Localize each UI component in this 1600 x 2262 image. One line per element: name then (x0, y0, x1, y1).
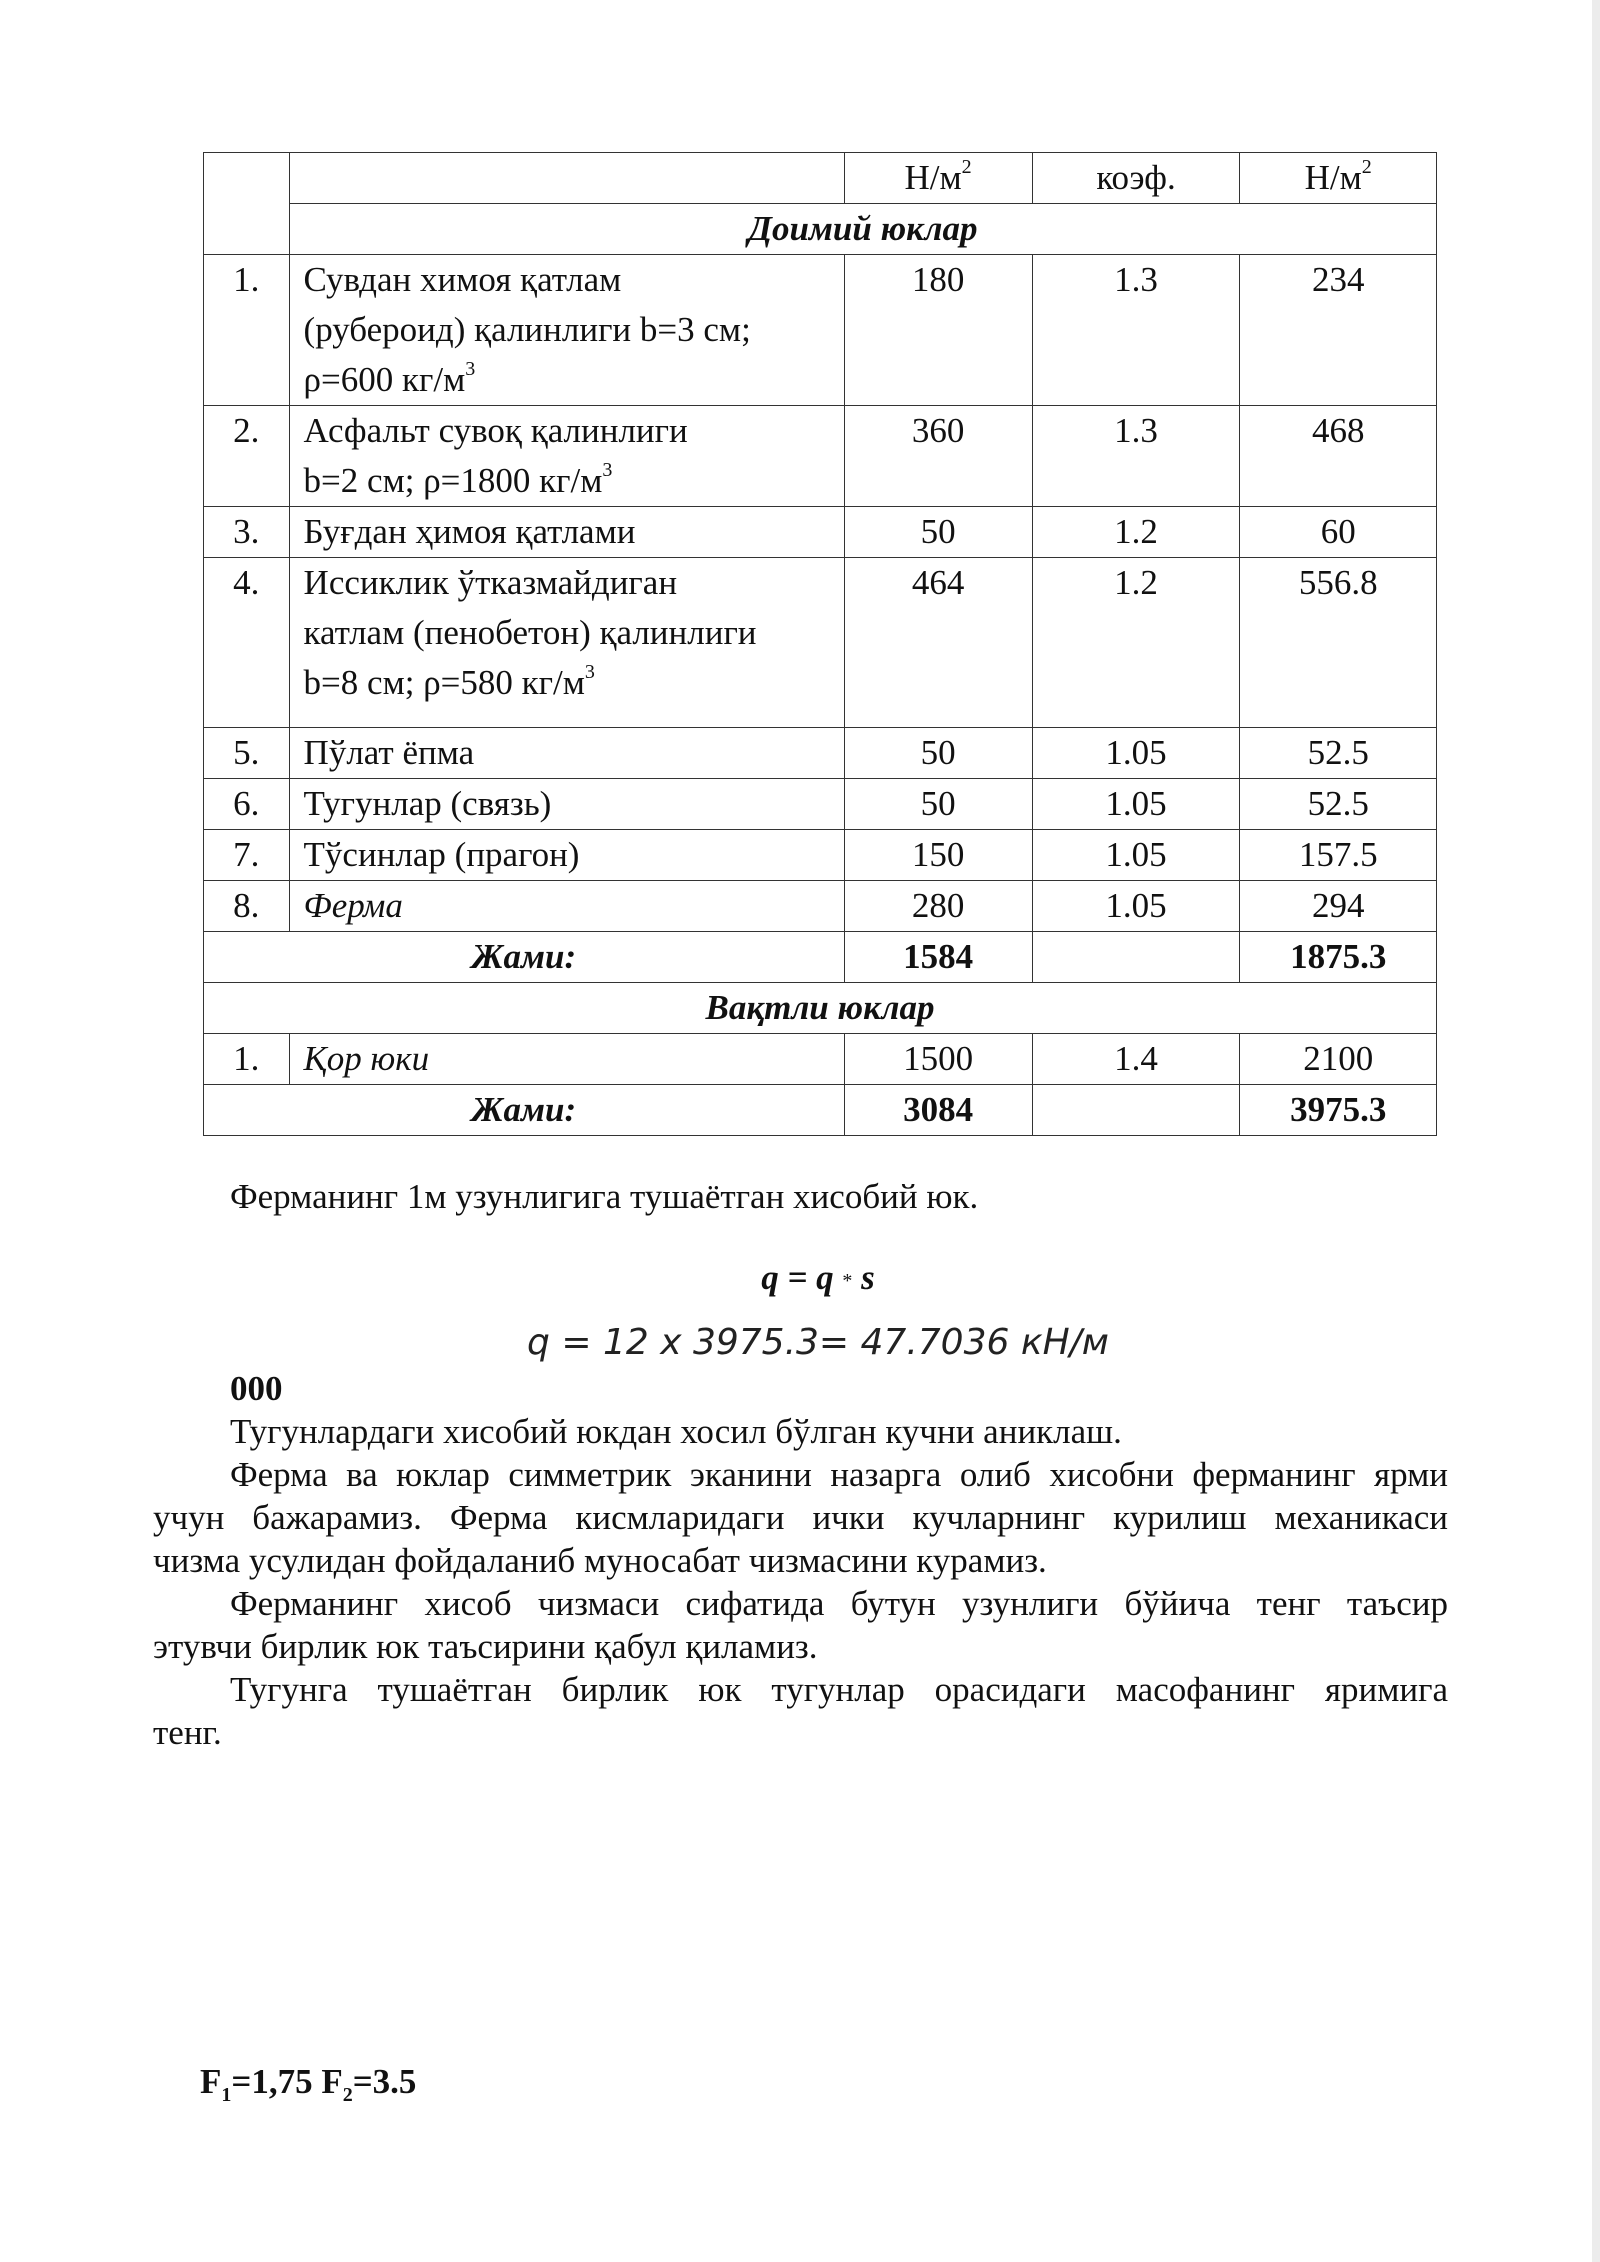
header-calc: $Н/м^2$ (1240, 153, 1437, 204)
row-norm: 1500 (844, 1034, 1032, 1085)
empty-header-cell (289, 153, 844, 204)
row-name: Тугунлар (связь) (289, 779, 844, 830)
table-row (204, 255, 1437, 406)
section-title-temporary: Вақтли юклар (204, 983, 1437, 1034)
row-name: Буғдан ҳимоя қатлами (289, 507, 844, 558)
row-calc: 294 (1240, 881, 1437, 932)
row-number: 7. (204, 830, 290, 881)
table-header-row (204, 153, 1437, 204)
row-calc: 52.5 (1240, 728, 1437, 779)
row-calc: 157.5 (1240, 830, 1437, 881)
row-number: 5. (204, 728, 290, 779)
row-calc: 234 (1240, 255, 1437, 406)
row-norm: 150 (844, 830, 1032, 881)
row-number: 1. (204, 1034, 290, 1085)
zeros-line: 000 (230, 1369, 283, 1408)
row-coef: 1.05 (1032, 779, 1240, 830)
total-norm: 1584 (844, 932, 1032, 983)
paragraph-load-per-meter: Ферманинг 1м узунлигига тушаётган хисобий юк. (230, 1177, 979, 1216)
row-number: 1. (204, 255, 290, 406)
row-calc: 468 (1240, 406, 1437, 507)
total-label: Жами: (204, 1085, 845, 1136)
loads-table (203, 152, 1437, 1136)
row-coef: 1.2 (1032, 558, 1240, 728)
row-coef: 1.2 (1032, 507, 1240, 558)
paragraph-node-forces: Тугунлардаги хисобий юкдан хосил бўлган кучни аниклаш. (230, 1412, 1122, 1451)
table-row (204, 881, 1437, 932)
total-norm: 3084 (844, 1085, 1032, 1136)
row-norm: 50 (844, 779, 1032, 830)
table-row (204, 507, 1437, 558)
row-name: Асфальт сувоқ қалинлиги b=2 см; ρ=1800 $кг/м^3$ (289, 406, 844, 507)
row-number: 4. (204, 558, 290, 728)
table-row (204, 830, 1437, 881)
row-coef: 1.05 (1032, 830, 1240, 881)
row-calc: 2100 (1240, 1034, 1437, 1085)
row-coef: 1.05 (1032, 881, 1240, 932)
row-name: Пўлат ёпма (289, 728, 844, 779)
row-norm: 464 (844, 558, 1032, 728)
row-norm: 360 (844, 406, 1032, 507)
row-norm: 50 (844, 507, 1032, 558)
header-coef: коэф. (1032, 153, 1240, 204)
table-row (204, 779, 1437, 830)
row-number: 3. (204, 507, 290, 558)
row-calc: 52.5 (1240, 779, 1437, 830)
row-coef: 1.3 (1032, 255, 1240, 406)
total-coef-empty (1032, 932, 1240, 983)
section-row-temporary (204, 983, 1437, 1034)
total-row-temporary (204, 1085, 1437, 1136)
forces-line: $F_1=1,75$ $F_2=3.5$ (200, 2062, 417, 2106)
row-norm: 50 (844, 728, 1032, 779)
row-norm: 280 (844, 881, 1032, 932)
row-name: Ферма (289, 881, 844, 932)
row-name: Тўсинлар (прагон) (289, 830, 844, 881)
row-coef: 1.4 (1032, 1034, 1240, 1085)
table-row (204, 558, 1437, 728)
total-row-permanent (204, 932, 1437, 983)
table-row (204, 728, 1437, 779)
table-row (204, 1034, 1437, 1085)
total-calc: 1875.3 (1240, 932, 1437, 983)
row-number: 8. (204, 881, 290, 932)
total-calc: 3975.3 (1240, 1085, 1437, 1136)
row-calc: 556.8 (1240, 558, 1437, 728)
row-name: Қор юки (289, 1034, 844, 1085)
total-label: Жами: (204, 932, 845, 983)
row-name: Иссиклик ўтказмайдиган катлам (пенобетон) қалинлиги b=8 см; ρ=580 $кг/м^3$ (289, 558, 844, 728)
row-coef: 1.05 (1032, 728, 1240, 779)
formula-q: q = q * s (761, 1258, 875, 1297)
row-name: Сувдан химоя қатлам (рубероид) қалинлиги b=3 см; ρ=600 $кг/м^3$ (289, 255, 844, 406)
empty-corner-cell (204, 153, 290, 255)
page-edge (1592, 0, 1600, 2262)
section-title-permanent: Доимий юклар (289, 204, 1436, 255)
row-number: 2. (204, 406, 290, 507)
row-number: 6. (204, 779, 290, 830)
table-row (204, 406, 1437, 507)
row-norm: 180 (844, 255, 1032, 406)
header-norm: $Н/м^2$ (844, 153, 1032, 204)
formula-q-value: q = 12 x 3975.3= 47.7036 кН/м (527, 1322, 1109, 1363)
section-row-permanent (204, 204, 1437, 255)
total-coef-empty (1032, 1085, 1240, 1136)
row-calc: 60 (1240, 507, 1437, 558)
row-coef: 1.3 (1032, 406, 1240, 507)
